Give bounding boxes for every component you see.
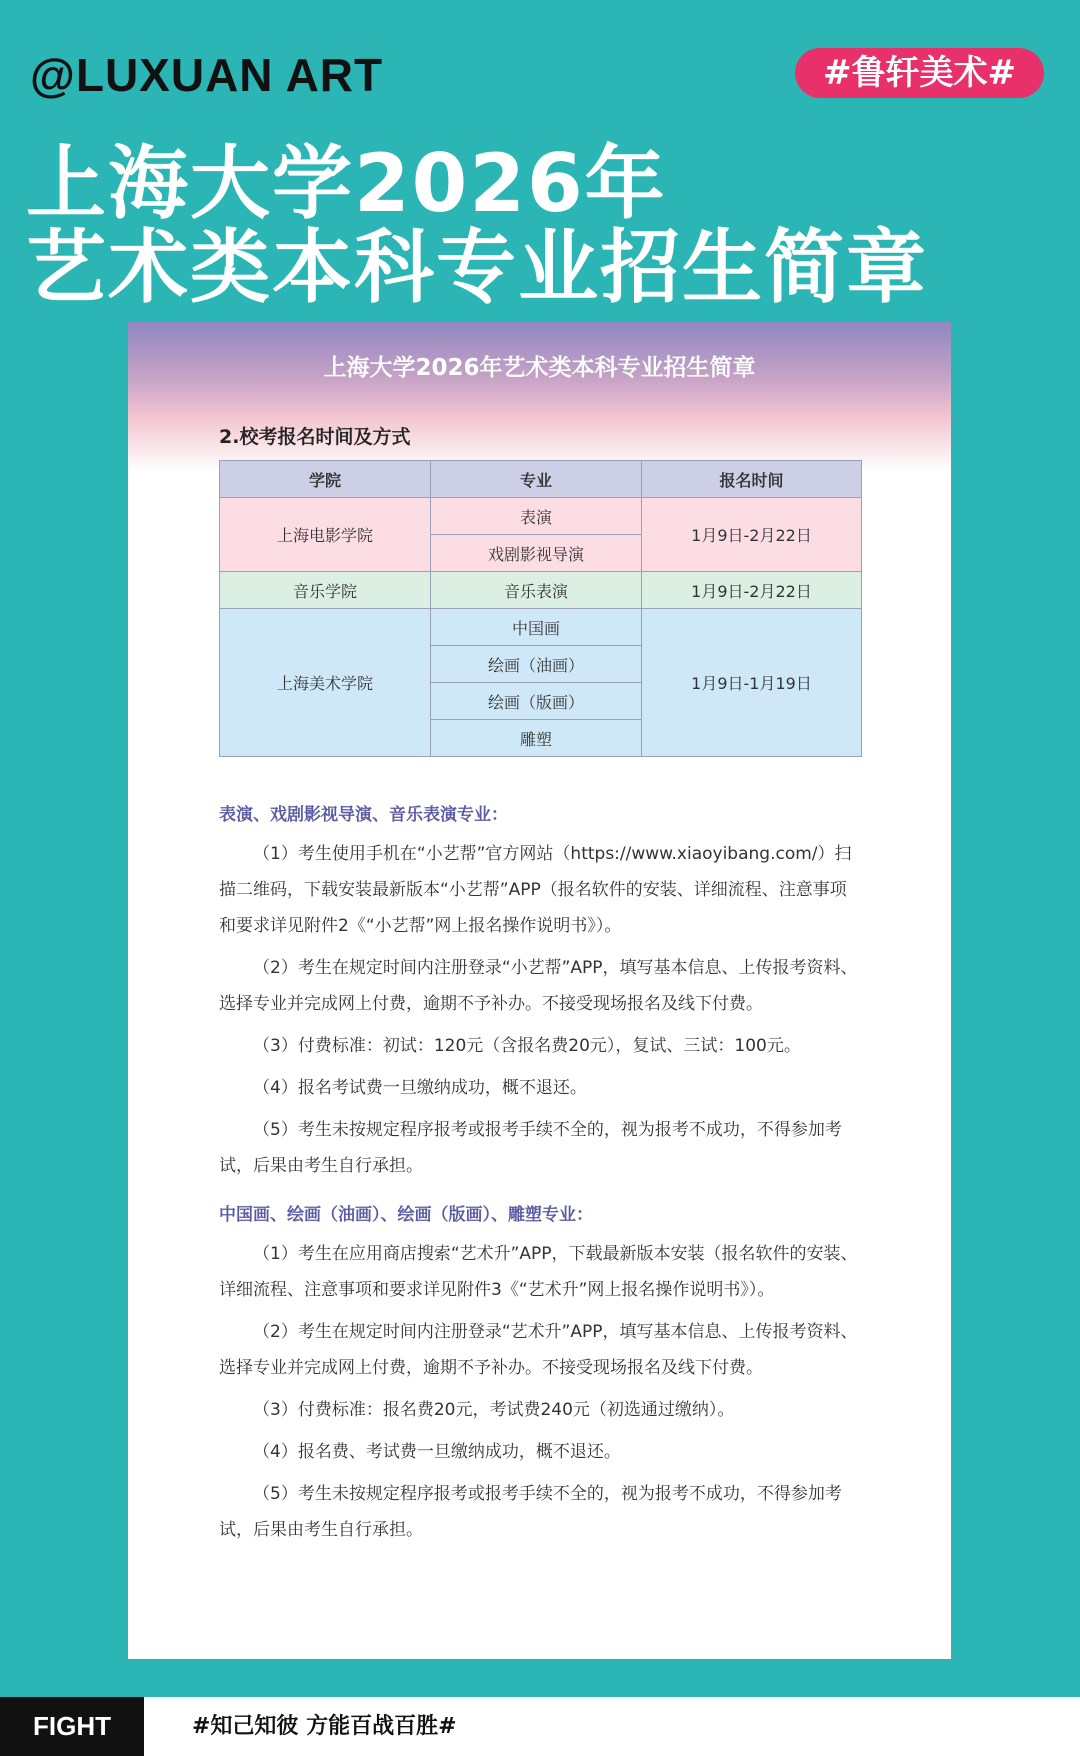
college-cell: 上海电影学院: [220, 498, 431, 572]
paragraph: （4）报名费、考试费一旦缴纳成功，概不退还。: [253, 1442, 621, 1462]
table-row: [220, 498, 862, 535]
title-line-1: 上海大学2026年: [26, 137, 667, 230]
college-cell: 上海美术学院: [220, 609, 431, 757]
major-cell: 表演: [431, 498, 642, 535]
table-row: [220, 572, 862, 609]
document-title: 上海大学2026年艺术类本科专业招生简章: [323, 355, 756, 381]
footer-slogan: #知己知彼 方能百战百胜#: [192, 1714, 457, 1739]
paragraph: （3）付费标准：报名费20元，考试费240元（初选通过缴纳）。: [253, 1400, 735, 1420]
title-line-2: 艺术类本科专业招生简章: [26, 221, 928, 314]
major-cell: 音乐表演: [431, 572, 642, 609]
paragraph: （2）考生在规定时间内注册登录“艺术升”APP，填写基本信息、上传报考资料、选择专业并完成网上付费，逾期不予补办。不接受现场报名及线下付费。: [219, 1322, 858, 1378]
paragraph: （2）考生在规定时间内注册登录“小艺帮”APP，填写基本信息、上传报考资料、选择专业并完成网上付费，逾期不予补办。不接受现场报名及线下付费。: [219, 958, 858, 1014]
paragraph: （5）考生未按规定程序报考或报考手续不全的，视为报考不成功，不得参加考试，后果由考生自行承担。: [219, 1120, 842, 1176]
table-header: 专业: [431, 461, 642, 498]
college-cell: 音乐学院: [220, 572, 431, 609]
time-cell: 1月9日-1月19日: [642, 609, 862, 757]
paragraph: （3）付费标准：初试：120元（含报名费20元），复试、三试：100元。: [253, 1036, 801, 1056]
part1-heading: 表演、戏剧影视导演、音乐表演专业：: [219, 805, 508, 825]
footer-bar: [0, 1697, 1080, 1756]
document-sheet: [128, 322, 951, 1659]
major-cell: 绘画（版画）: [431, 683, 642, 720]
table-header: 学院: [220, 461, 431, 498]
hashtag-badge: #鲁轩美术#: [795, 48, 1044, 98]
major-cell: 中国画: [431, 609, 642, 646]
paragraph: （1）考生在应用商店搜索“艺术升”APP，下载最新版本安装（报名软件的安装、详细流程、注意事项和要求详见附件3《“艺术升”网上报名操作说明书》）。: [219, 1244, 858, 1300]
table-row: [220, 609, 862, 646]
page-title: [26, 137, 928, 314]
section-heading: 2.校考报名时间及方式: [219, 426, 411, 448]
major-cell: 戏剧影视导演: [431, 535, 642, 572]
fight-label: FIGHT: [0, 1697, 144, 1756]
major-cell: 绘画（油画）: [431, 646, 642, 683]
major-cell: 雕塑: [431, 720, 642, 757]
time-cell: 1月9日-2月22日: [642, 498, 862, 572]
time-cell: 1月9日-2月22日: [642, 572, 862, 609]
paragraph: （4）报名考试费一旦缴纳成功，概不退还。: [253, 1078, 587, 1098]
table-header: 报名时间: [642, 461, 862, 498]
table-header-row: [220, 461, 862, 498]
brand-logo-text: @LUXUAN ART: [30, 49, 384, 101]
sheet-header-gradient: [128, 322, 951, 472]
registration-table: [219, 460, 862, 757]
part2-heading: 中国画、绘画（油画）、绘画（版画）、雕塑专业：: [219, 1205, 593, 1225]
paragraph: （5）考生未按规定程序报考或报考手续不全的，视为报考不成功，不得参加考试，后果由考生自行承担。: [219, 1484, 842, 1540]
paragraph: （1）考生使用手机在“小艺帮”官方网站（https://www.xiaoyibang.com/）扫描二维码，下载安装最新版本“小艺帮”APP（报名软件的安装、详细流程、注意事项和要求详见附件2《“小艺帮”网上报名操作说明书》）。: [219, 844, 852, 936]
